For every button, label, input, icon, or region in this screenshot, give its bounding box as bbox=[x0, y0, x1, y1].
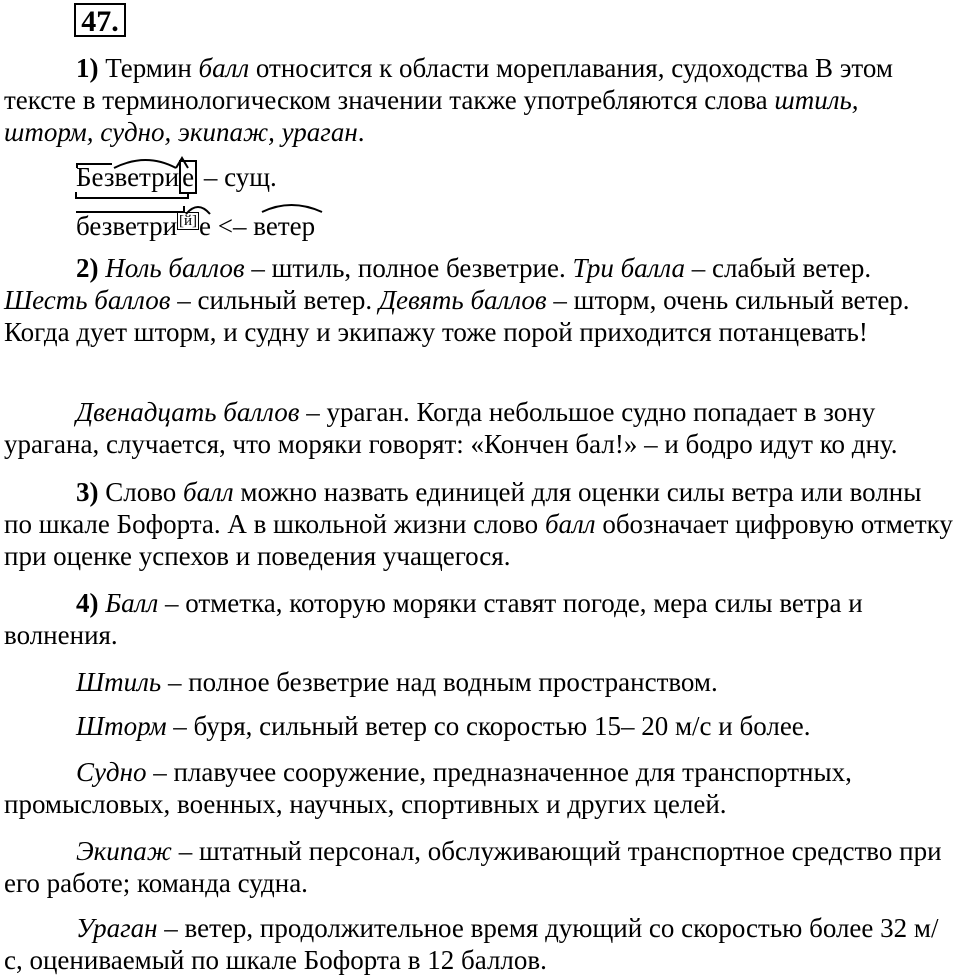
term: Девять баллов bbox=[378, 285, 547, 315]
definition-sudno bbox=[4, 756, 954, 820]
word-stem: безветри bbox=[76, 211, 178, 241]
term: Судно bbox=[76, 757, 147, 787]
ending-box: е bbox=[179, 160, 197, 194]
text: Слово bbox=[98, 477, 184, 507]
item-number: 4) bbox=[76, 588, 99, 618]
definition-shtil bbox=[4, 666, 954, 698]
base-mark bbox=[76, 206, 184, 212]
text: – отметка, которую моряки ставят погоде, мера силы ветра и волнения. bbox=[4, 588, 863, 650]
term: Штиль bbox=[76, 667, 162, 697]
prefix-mark bbox=[77, 164, 112, 168]
term: Три балла bbox=[572, 253, 686, 283]
text: – сильный ветер. bbox=[170, 285, 379, 315]
text: можно назвать единицей для оценки силы ветра или волны по шкале Бофорта. А в школьной жизни слово bbox=[4, 477, 922, 539]
text: – слабый ветер. bbox=[685, 253, 872, 283]
text: относится к области мореплавания, судоходства В этом тексте в терминологическом значении также употребляются слова bbox=[4, 53, 893, 115]
morpheme-analysis-1 bbox=[76, 162, 277, 192]
source-word: ветер bbox=[253, 211, 316, 241]
paragraph-4 bbox=[4, 587, 954, 651]
term: Двенадцать баллов bbox=[76, 397, 300, 427]
sound-mark: [й] bbox=[179, 213, 198, 229]
morpheme-marks bbox=[76, 162, 236, 202]
term: Ноль баллов bbox=[98, 253, 245, 283]
suffix-mark bbox=[186, 207, 210, 214]
paragraph-2 bbox=[4, 252, 954, 348]
term: балл bbox=[183, 477, 234, 507]
text: обозначает цифровую отметку при оценке успехов и поведения учащегося. bbox=[4, 509, 953, 571]
definition: – полное безветрие над водным пространством. bbox=[161, 667, 718, 697]
text: . bbox=[357, 117, 365, 147]
paragraph-1 bbox=[4, 52, 954, 148]
derivation-marks bbox=[76, 206, 336, 246]
paragraph-2b bbox=[4, 396, 954, 460]
definition-ekipazh bbox=[4, 835, 954, 899]
definition-shtorm bbox=[4, 710, 954, 742]
definition: – штатный персонал, обслуживающий транспортное средство при его работе; команда судна. bbox=[4, 836, 942, 898]
definition: – буря, сильный ветер со скоростью 15– 20 м/с и более. bbox=[166, 711, 811, 741]
root-arc bbox=[262, 205, 322, 212]
definition: – плавучее сооружение, предназначенное для транспортных, промысловых, военных, научных, спортивных и других целей. bbox=[4, 757, 852, 819]
part-of-speech: – сущ. bbox=[197, 162, 277, 192]
text: Термин bbox=[98, 53, 199, 83]
term: Балл bbox=[98, 588, 159, 618]
term: Шесть баллов bbox=[4, 285, 171, 315]
text: – шторм, очень сильный ветер. Когда дует шторм, и судну и экипажу тоже порой приходится потанцевать! bbox=[4, 285, 910, 347]
ending: е bbox=[199, 211, 212, 241]
word-stem: Безветри bbox=[76, 162, 180, 192]
text: – ураган. Когда небольшое судно попадает в зону урагана, случается, что моряки говорят: «Кончен бал!» – и бодро идут ко дну. bbox=[4, 397, 898, 459]
exercise-number: 47. bbox=[74, 3, 126, 37]
definition: – ветер, продолжительное время дующий со скоростью более 32 м/с, оцениваемый по шкале Бофорта в 12 баллов. bbox=[4, 913, 939, 975]
item-number: 2) bbox=[76, 253, 99, 283]
item-number: 3) bbox=[76, 477, 99, 507]
derivation-arrow: <– bbox=[211, 211, 254, 241]
term: Шторм bbox=[76, 711, 167, 741]
text: – штиль, полное безветрие. bbox=[244, 253, 573, 283]
term: балл bbox=[544, 509, 596, 539]
root-arc bbox=[114, 160, 176, 168]
term-list: штиль, шторм, судно, экипаж, ураган bbox=[4, 85, 859, 147]
morpheme-analysis-2 bbox=[76, 206, 315, 241]
item-number: 1) bbox=[76, 53, 99, 83]
definition-uragan bbox=[4, 912, 954, 976]
term: Экипаж bbox=[76, 836, 172, 866]
term: Ураган bbox=[76, 913, 158, 943]
stem-mark bbox=[76, 192, 188, 198]
paragraph-3 bbox=[4, 476, 954, 572]
term: балл bbox=[198, 53, 250, 83]
